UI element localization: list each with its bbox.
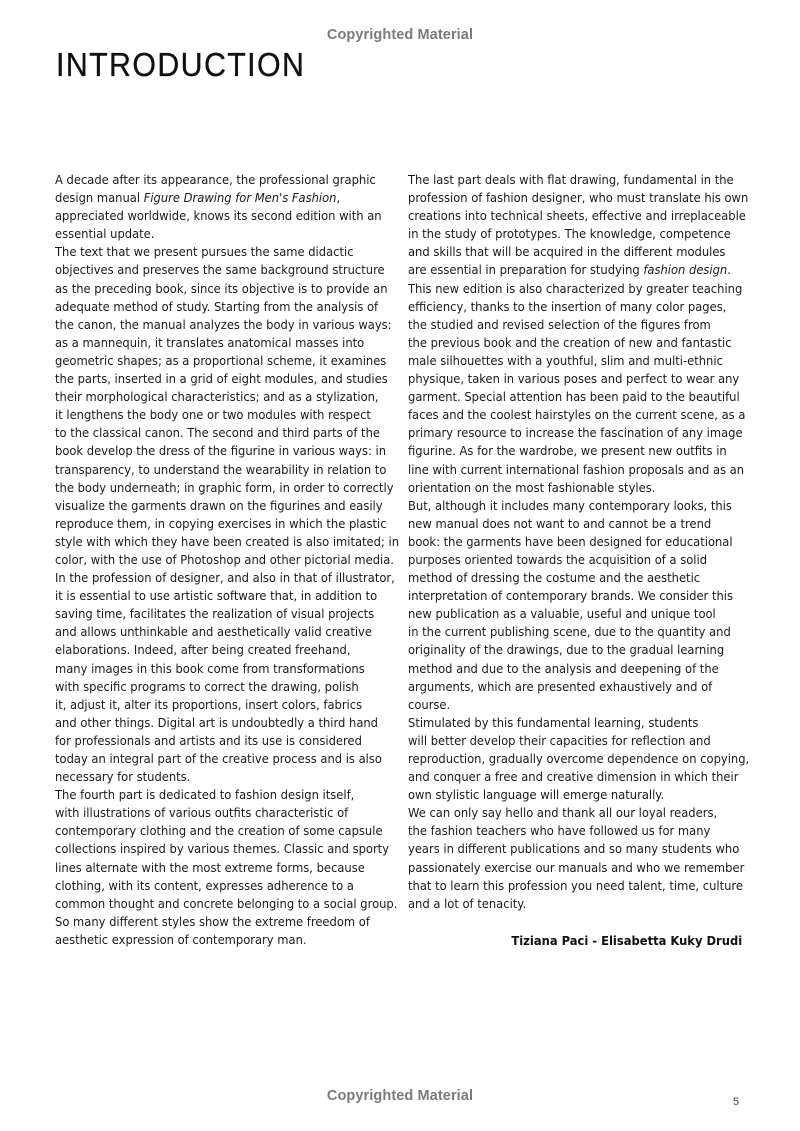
text-run: , — [336, 190, 341, 206]
text-line — [55, 406, 371, 424]
text-line — [55, 461, 387, 479]
text-line — [55, 298, 379, 316]
text-run: it is essential to use artistic software that, in addition to — [55, 588, 378, 604]
copyright-watermark-top: Copyrighted Material — [326, 27, 474, 43]
text-line — [408, 750, 750, 768]
italic-title: Figure Drawing for Men's Fashion — [143, 190, 337, 206]
text-line — [408, 714, 724, 732]
text-line — [408, 696, 724, 714]
text-run: . — [727, 262, 731, 278]
text-line — [55, 786, 371, 804]
text-line — [55, 840, 390, 858]
text-line — [55, 171, 376, 189]
text-line — [408, 822, 724, 840]
text-line — [408, 623, 731, 641]
text-run: transparency, to understand the wearability in relation to — [55, 461, 387, 477]
text-run: method of dressing the costume and the aesthetic — [408, 570, 701, 586]
text-run: lines alternate with the most extreme forms, because — [55, 859, 365, 875]
text-run: essential update. — [55, 226, 155, 242]
copyright-watermark-bottom: Copyrighted Material — [326, 1088, 474, 1104]
text-line — [55, 280, 388, 298]
text-run: aesthetic expression of contemporary man. — [55, 931, 307, 947]
text-run: creations into technical sheets, effective and irreplaceable — [408, 208, 746, 224]
text-line — [408, 461, 745, 479]
author-signature: Tiziana Paci - Elisabetta Kuky Drudi — [511, 933, 742, 948]
text-line — [55, 569, 395, 587]
text-run: arguments, which are presented exhaustively and of — [408, 678, 713, 694]
text-run: as the preceding book, since its objective is to provide an — [55, 280, 388, 296]
text-line — [408, 895, 724, 913]
text-run: elaborations. Indeed, after being created freehand, — [55, 642, 351, 658]
text-run: figurine. As for the wardrobe, we present new outfits in — [408, 443, 727, 459]
text-line — [55, 370, 388, 388]
text-run: appreciated worldwide, knows its second edition with an — [55, 208, 382, 224]
text-line — [55, 931, 371, 949]
text-run: The fourth part is dedicated to fashion design itself, — [55, 787, 355, 803]
text-line — [408, 551, 724, 569]
text-run: years in different publications and so many students who — [408, 841, 740, 857]
text-run: design manual — [55, 190, 144, 206]
text-run: color, with the use of Photoshop and other pictorial media. — [55, 551, 394, 567]
text-line — [408, 768, 739, 786]
text-run: new manual does not want to and cannot be a trend — [408, 515, 712, 531]
text-run: it, adjust it, alter its proportions, insert colors, fabrics — [55, 696, 363, 712]
text-run: A decade after its appearance, the professional graphic — [55, 172, 376, 187]
text-run: the canon, the manual analyzes the body in various ways: — [55, 316, 392, 332]
text-run: male silhouettes with a youthful, slim and multi-ethnic — [408, 352, 723, 368]
text-line — [55, 641, 371, 659]
text-line — [55, 189, 371, 207]
text-line — [55, 243, 371, 261]
text-line — [55, 895, 398, 913]
text-line — [55, 623, 371, 641]
page-number: 5 — [733, 1096, 740, 1108]
text-run: book develop the dress of the figurine in various ways: in — [55, 443, 387, 459]
text-run: collections inspired by various themes. Classic and sporty — [55, 841, 390, 857]
text-line — [55, 768, 371, 786]
text-line — [408, 352, 724, 370]
text-line — [55, 804, 371, 822]
text-run: We can only say hello and thank all our loyal readers, — [408, 805, 718, 821]
text-line — [408, 298, 727, 316]
text-line — [55, 225, 371, 243]
text-line — [408, 316, 724, 334]
text-line — [55, 714, 379, 732]
text-run: orientation on the most fashionable styles. — [408, 479, 656, 495]
left-text-column — [55, 171, 400, 949]
text-line — [55, 334, 371, 352]
text-run: that to learn this profession you need talent, time, culture — [408, 877, 743, 893]
text-run: But, although it includes many contemporary looks, this — [408, 497, 732, 513]
text-run: faces and the coolest hairstyles on the current scene, as a — [408, 407, 746, 423]
text-run: for professionals and artists and its use is considered — [55, 732, 362, 748]
text-run: profession of fashion designer, who must translate his own — [408, 190, 749, 206]
text-run: course. — [408, 696, 451, 712]
right-text-column — [408, 171, 748, 913]
text-run: So many different styles show the extreme freedom of — [55, 913, 370, 929]
text-run: purposes oriented towards the acquisition of a solid — [408, 551, 708, 567]
text-line — [55, 660, 371, 678]
text-run: and allows unthinkable and aesthetically valid creative — [55, 624, 372, 640]
text-run: it lengthens the body one or two modules with respect — [55, 407, 371, 423]
text-run: geometric shapes; as a proportional scheme, it examines — [55, 352, 387, 368]
text-run: will better develop their capacities for reflection and — [408, 732, 711, 748]
text-run: line with current international fashion proposals and as an — [408, 461, 745, 477]
text-run: objectives and preserves the same background structure — [55, 262, 385, 278]
text-run: originality of the drawings, due to the gradual learning — [408, 642, 725, 658]
text-line — [55, 207, 382, 225]
text-run: the studied and revised selection of the figures from — [408, 316, 711, 332]
text-run: This new edition is also characterized by greater teaching — [408, 280, 743, 296]
text-line — [55, 877, 371, 895]
text-run: their morphological characteristics; and as a stylization, — [55, 389, 379, 405]
text-line — [408, 370, 740, 388]
text-run: the body underneath; in graphic form, in order to correctly — [55, 479, 394, 495]
text-run: and other things. Digital art is undoubtedly a third hand — [55, 714, 379, 730]
text-run: The last part deals with flat drawing, fundamental in the — [408, 172, 734, 187]
text-line — [55, 442, 387, 460]
text-line — [408, 424, 743, 442]
text-run: many images in this book come from transformations — [55, 660, 365, 676]
text-line — [55, 497, 383, 515]
text-line — [408, 261, 731, 279]
text-line — [408, 786, 724, 804]
text-run: and skills that will be acquired in the different modules — [408, 244, 726, 260]
text-line — [408, 442, 727, 460]
text-line — [408, 479, 724, 497]
text-line — [55, 551, 394, 569]
text-run: in the study of prototypes. The knowledge, competence — [408, 226, 731, 242]
text-line — [408, 660, 724, 678]
text-line — [55, 515, 387, 533]
text-run: visualize the garments drawn on the figurines and easily — [55, 497, 383, 513]
text-line — [55, 533, 400, 551]
text-line — [408, 207, 746, 225]
text-run: with specific programs to correct the drawing, polish — [55, 678, 359, 694]
text-run: the fashion teachers who have followed us for many — [408, 823, 711, 839]
text-line — [408, 877, 743, 895]
text-line — [55, 587, 378, 605]
text-line — [408, 533, 733, 551]
text-line — [408, 388, 740, 406]
text-line — [408, 497, 732, 515]
text-line — [55, 913, 371, 931]
text-run: efficiency, thanks to the insertion of many color pages, — [408, 298, 727, 314]
text-run: adequate method of study. Starting from the analysis of — [55, 298, 379, 314]
text-run: saving time, facilitates the realization of visual projects — [55, 606, 375, 622]
text-line — [408, 569, 724, 587]
text-run: with illustrations of various outfits characteristic of — [55, 805, 349, 821]
text-run: primary resource to increase the fascination of any image — [408, 425, 743, 441]
text-run: and conquer a free and creative dimension in which their — [408, 769, 739, 785]
page-title: INTRODUCTION — [56, 46, 306, 83]
text-line — [55, 750, 382, 768]
text-run: own stylistic language will emerge naturally. — [408, 787, 665, 803]
text-line — [408, 243, 724, 261]
text-run: The text that we present pursues the same didactic — [55, 244, 354, 260]
text-run: garment. Special attention has been paid to the beautiful — [408, 389, 740, 405]
text-line — [55, 696, 371, 714]
text-run: common thought and concrete belonging to a social group. — [55, 895, 398, 911]
text-run: interpretation of contemporary brands. We consider this — [408, 588, 733, 604]
text-line — [55, 352, 387, 370]
text-run: and a lot of tenacity. — [408, 895, 527, 911]
text-run: book: the garments have been designed for educational — [408, 533, 733, 549]
text-run: in the current publishing scene, due to the quantity and — [408, 624, 731, 640]
text-run: new publication as a valuable, useful and unique tool — [408, 606, 716, 622]
text-run: clothing, with its content, expresses adherence to a — [55, 877, 354, 893]
text-line — [55, 388, 379, 406]
text-line — [55, 261, 385, 279]
text-line — [55, 424, 380, 442]
text-line — [55, 732, 371, 750]
italic-title: fashion design — [643, 262, 728, 278]
text-run: necessary for students. — [55, 769, 191, 785]
text-line — [408, 641, 724, 659]
text-line — [408, 515, 724, 533]
text-run: as a mannequin, it translates anatomical masses into — [55, 334, 365, 350]
text-line — [408, 732, 724, 750]
text-run: Stimulated by this fundamental learning, students — [408, 714, 699, 730]
text-line — [55, 859, 371, 877]
text-run: today an integral part of the creative process and is also — [55, 751, 382, 766]
text-run: reproduce them, in copying exercises in which the plastic — [55, 515, 387, 531]
text-line — [408, 334, 732, 352]
text-run: contemporary clothing and the creation of some capsule — [55, 823, 383, 839]
text-line — [408, 189, 749, 207]
text-line — [408, 840, 740, 858]
text-line — [408, 678, 724, 696]
text-line — [408, 587, 733, 605]
text-run: the previous book and the creation of new and fantastic — [408, 334, 732, 350]
text-run: the parts, inserted in a grid of eight modules, and studies — [55, 371, 388, 387]
text-line — [408, 859, 745, 877]
text-line — [55, 479, 394, 497]
text-line — [55, 605, 375, 623]
text-line — [408, 605, 724, 623]
text-run: method and due to the analysis and deepening of the — [408, 660, 719, 676]
text-run: are essential in preparation for studying — [408, 262, 644, 278]
text-run: to the classical canon. The second and third parts of the — [55, 425, 380, 441]
text-line — [408, 280, 743, 298]
text-line — [408, 171, 734, 189]
text-line — [55, 316, 392, 334]
text-line — [408, 225, 731, 243]
text-run: In the profession of designer, and also in that of illustrator, — [55, 570, 395, 586]
text-run: style with which they have been created is also imitated; in — [55, 533, 400, 549]
text-line — [55, 822, 383, 840]
text-run: passionately exercise our manuals and who we remember — [408, 859, 745, 875]
text-line — [408, 406, 746, 424]
text-line — [408, 804, 724, 822]
text-run: reproduction, gradually overcome dependence on copying, — [408, 751, 750, 766]
text-run: physique, taken in various poses and perfect to wear any — [408, 371, 740, 387]
text-line — [55, 678, 371, 696]
